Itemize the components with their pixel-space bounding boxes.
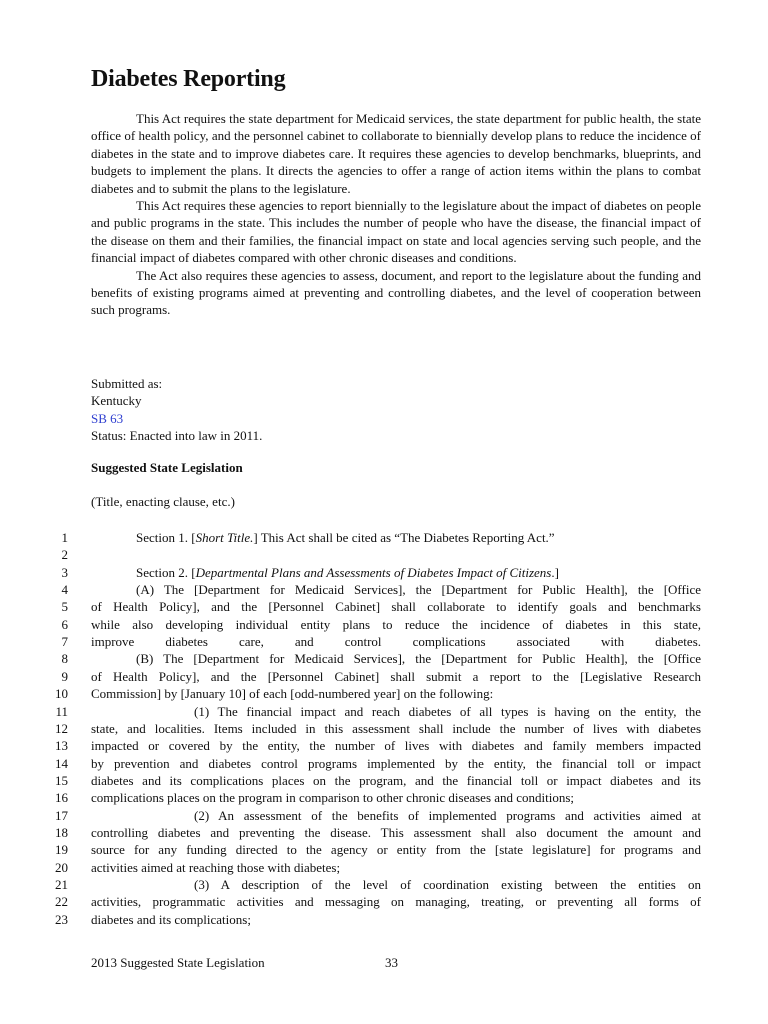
- line-number: 16: [55, 790, 68, 806]
- footer-left: 2013 Suggested State Legislation: [91, 955, 265, 970]
- line-number: 21: [55, 877, 68, 892]
- text-segment: (A) The [Department for Medicaid Services], the [Department for Public Health], the [Office: [136, 582, 701, 598]
- text-segment: improve diabetes care, and control complications associated with diabetes.: [91, 634, 701, 650]
- line-text: [91, 598, 701, 615]
- summary-paragraph: The Act also requires these agencies to assess, document, and report to the legislature about the funding and benefits of existing programs aimed at preventing and controlling diabetes, and the level of cooperation between such programs.: [91, 267, 701, 318]
- summary-paragraph: This Act requires these agencies to report biennially to the legislature about the impact of diabetes on people and public programs in the state. This includes the number of people who have the disease, the financial impact of the disease on them and their families, the financial impact on state and local agencies serving such people, and the financial impact of diabetes compared with other chronic diseases and conditions.: [91, 198, 701, 266]
- line-text: [91, 616, 701, 633]
- line-text: [91, 685, 701, 702]
- numbered-line: [0, 564, 768, 581]
- text-segment: impacted or covered by the entity, the number of lives with diabetes and family members impacted: [91, 738, 701, 754]
- line-number: 23: [55, 911, 68, 927]
- text-segment: diabetes and its complications;: [91, 911, 251, 927]
- line-number: 13: [55, 738, 68, 754]
- line-text: [91, 633, 701, 650]
- line-number: 8: [61, 651, 68, 667]
- text-segment: (B) The [Department for Medicaid Services], the [Department for Public Health], the [Office: [136, 651, 701, 667]
- page-number: 33: [385, 955, 398, 970]
- numbered-line: [0, 737, 768, 754]
- text-segment: activities, programmatic activities and messaging on managing, treating, or preventing all forms of: [91, 894, 701, 910]
- line-text: [91, 581, 701, 598]
- line-number: 22: [55, 894, 68, 910]
- numbered-line: [0, 685, 768, 702]
- numbered-line: [0, 876, 768, 893]
- line-text: [91, 841, 701, 858]
- numbered-line: [0, 703, 768, 720]
- line-text: [91, 859, 701, 876]
- line-text: [91, 737, 701, 754]
- line-text: [91, 824, 701, 841]
- line-number: 4: [61, 582, 68, 598]
- line-number: 9: [61, 668, 68, 684]
- page-title: Diabetes Reporting: [91, 66, 286, 92]
- line-number: 5: [61, 599, 68, 615]
- line-number: 1: [61, 530, 68, 545]
- text-segment: controlling diabetes and preventing the disease. This assessment shall also document the amount and: [91, 824, 701, 840]
- line-text: [91, 911, 701, 928]
- numbered-line: [0, 824, 768, 841]
- line-text: [91, 772, 701, 789]
- numbered-line: [0, 755, 768, 772]
- line-text: [91, 650, 701, 667]
- line-number: 17: [55, 807, 68, 823]
- line-number: 11: [55, 703, 68, 719]
- numbered-line: [0, 529, 768, 546]
- line-text: [91, 720, 701, 737]
- summary: [91, 110, 701, 319]
- text-segment: Section 1. [: [136, 530, 196, 545]
- numbered-line: [0, 893, 768, 910]
- text-segment: state, and localities. Items included in this assessment shall include the number of lives with diabetes: [91, 720, 701, 736]
- numbered-line: [0, 633, 768, 650]
- legislation-heading: Suggested State Legislation: [91, 460, 243, 475]
- numbered-line: [0, 546, 768, 563]
- line-number: 12: [55, 720, 68, 736]
- line-number: 20: [55, 859, 68, 875]
- line-number: 15: [55, 772, 68, 788]
- text-segment: ] This Act shall be cited as “The Diabetes Reporting Act.”: [253, 530, 555, 545]
- numbered-line: [0, 650, 768, 667]
- text-segment: while also developing individual entity plans to reduce the incidence of diabetes in this state,: [91, 616, 701, 632]
- numbered-line: [0, 789, 768, 806]
- line-text: [91, 807, 701, 824]
- text-segment: Commission] by [January 10] of each [odd-numbered year] on the following:: [91, 686, 494, 702]
- text-segment: (2) An assessment of the benefits of implemented programs and activities aimed at: [194, 807, 701, 823]
- text-segment: of Health Policy], and the [Personnel Cabinet] shall collaborate to identify goals and benchmarks: [91, 599, 701, 615]
- line-number: 6: [61, 616, 68, 632]
- line-number: 10: [55, 686, 68, 702]
- line-text: [91, 789, 701, 806]
- submitted-block: [91, 375, 262, 445]
- italic-text: Short Title.: [195, 530, 254, 545]
- text-segment: (3) A description of the level of coordination existing between the entities on: [194, 877, 701, 892]
- line-number: 19: [55, 842, 68, 858]
- numbered-line: [0, 720, 768, 737]
- text-segment: Section 2. [: [136, 564, 196, 580]
- numbered-line: [0, 598, 768, 615]
- numbered-line: [0, 807, 768, 824]
- numbered-line: [0, 841, 768, 858]
- line-text: [91, 564, 701, 581]
- line-text: [91, 876, 701, 893]
- text-segment: by prevention and diabetes control programs implemented by the entity, the financial toll or impact: [91, 755, 701, 771]
- numbered-line: [0, 859, 768, 876]
- line-text: [91, 755, 701, 772]
- line-text: [91, 703, 701, 720]
- line-number: 2: [61, 547, 68, 563]
- line-text: [91, 668, 701, 685]
- text-segment: complications places on the program in comparison to other chronic diseases and conditions;: [91, 790, 575, 806]
- line-text: [91, 893, 701, 910]
- text-segment: of Health Policy], and the [Personnel Cabinet] shall submit a report to the [Legislative Research: [91, 668, 701, 684]
- text-segment: source for any funding directed to the agency or entity from the [state legislature] for programs and: [91, 842, 701, 858]
- summary-paragraph: This Act requires the state department for Medicaid services, the state department for public health, the state office of health policy, and the personnel cabinet to collaborate to biennially develop plans to reduce the incidence of diabetes in the state and to improve diabetes care. It requires these agencies to develop benchmarks, blueprints, and budgets to implement the plans. It directs the agencies to offer a range of action items within the plans to combat diabetes and to submit the plans to the legislature.: [91, 111, 701, 196]
- numbered-line: [0, 581, 768, 598]
- line-number: 18: [55, 824, 68, 840]
- italic-text: Departmental Plans and Assessments of Diabetes Impact of Citizens: [195, 564, 552, 580]
- status-text: Status: Enacted into law in 2011.: [91, 428, 263, 444]
- line-number: 3: [61, 564, 68, 580]
- bill-link[interactable]: SB 63: [91, 410, 124, 426]
- line-text: [91, 529, 701, 546]
- text-segment: diabetes and its complications places on the program, and the financial toll or impact diabetes and its: [91, 772, 701, 788]
- numbered-line: [0, 668, 768, 685]
- line-number: 14: [55, 755, 68, 771]
- numbered-line: [0, 772, 768, 789]
- text-segment: .]: [551, 564, 559, 580]
- text-segment: activities aimed at reaching those with diabetes;: [91, 859, 341, 875]
- text-segment: (1) The financial impact and reach diabetes of all types is having on the entity, the: [194, 703, 701, 719]
- submitted-state: Kentucky: [91, 393, 142, 409]
- submitted-label: Submitted as:: [91, 376, 163, 391]
- enacting-clause: (Title, enacting clause, etc.): [91, 494, 235, 509]
- line-number: 7: [61, 634, 68, 650]
- numbered-line: [0, 911, 768, 928]
- numbered-line: [0, 616, 768, 633]
